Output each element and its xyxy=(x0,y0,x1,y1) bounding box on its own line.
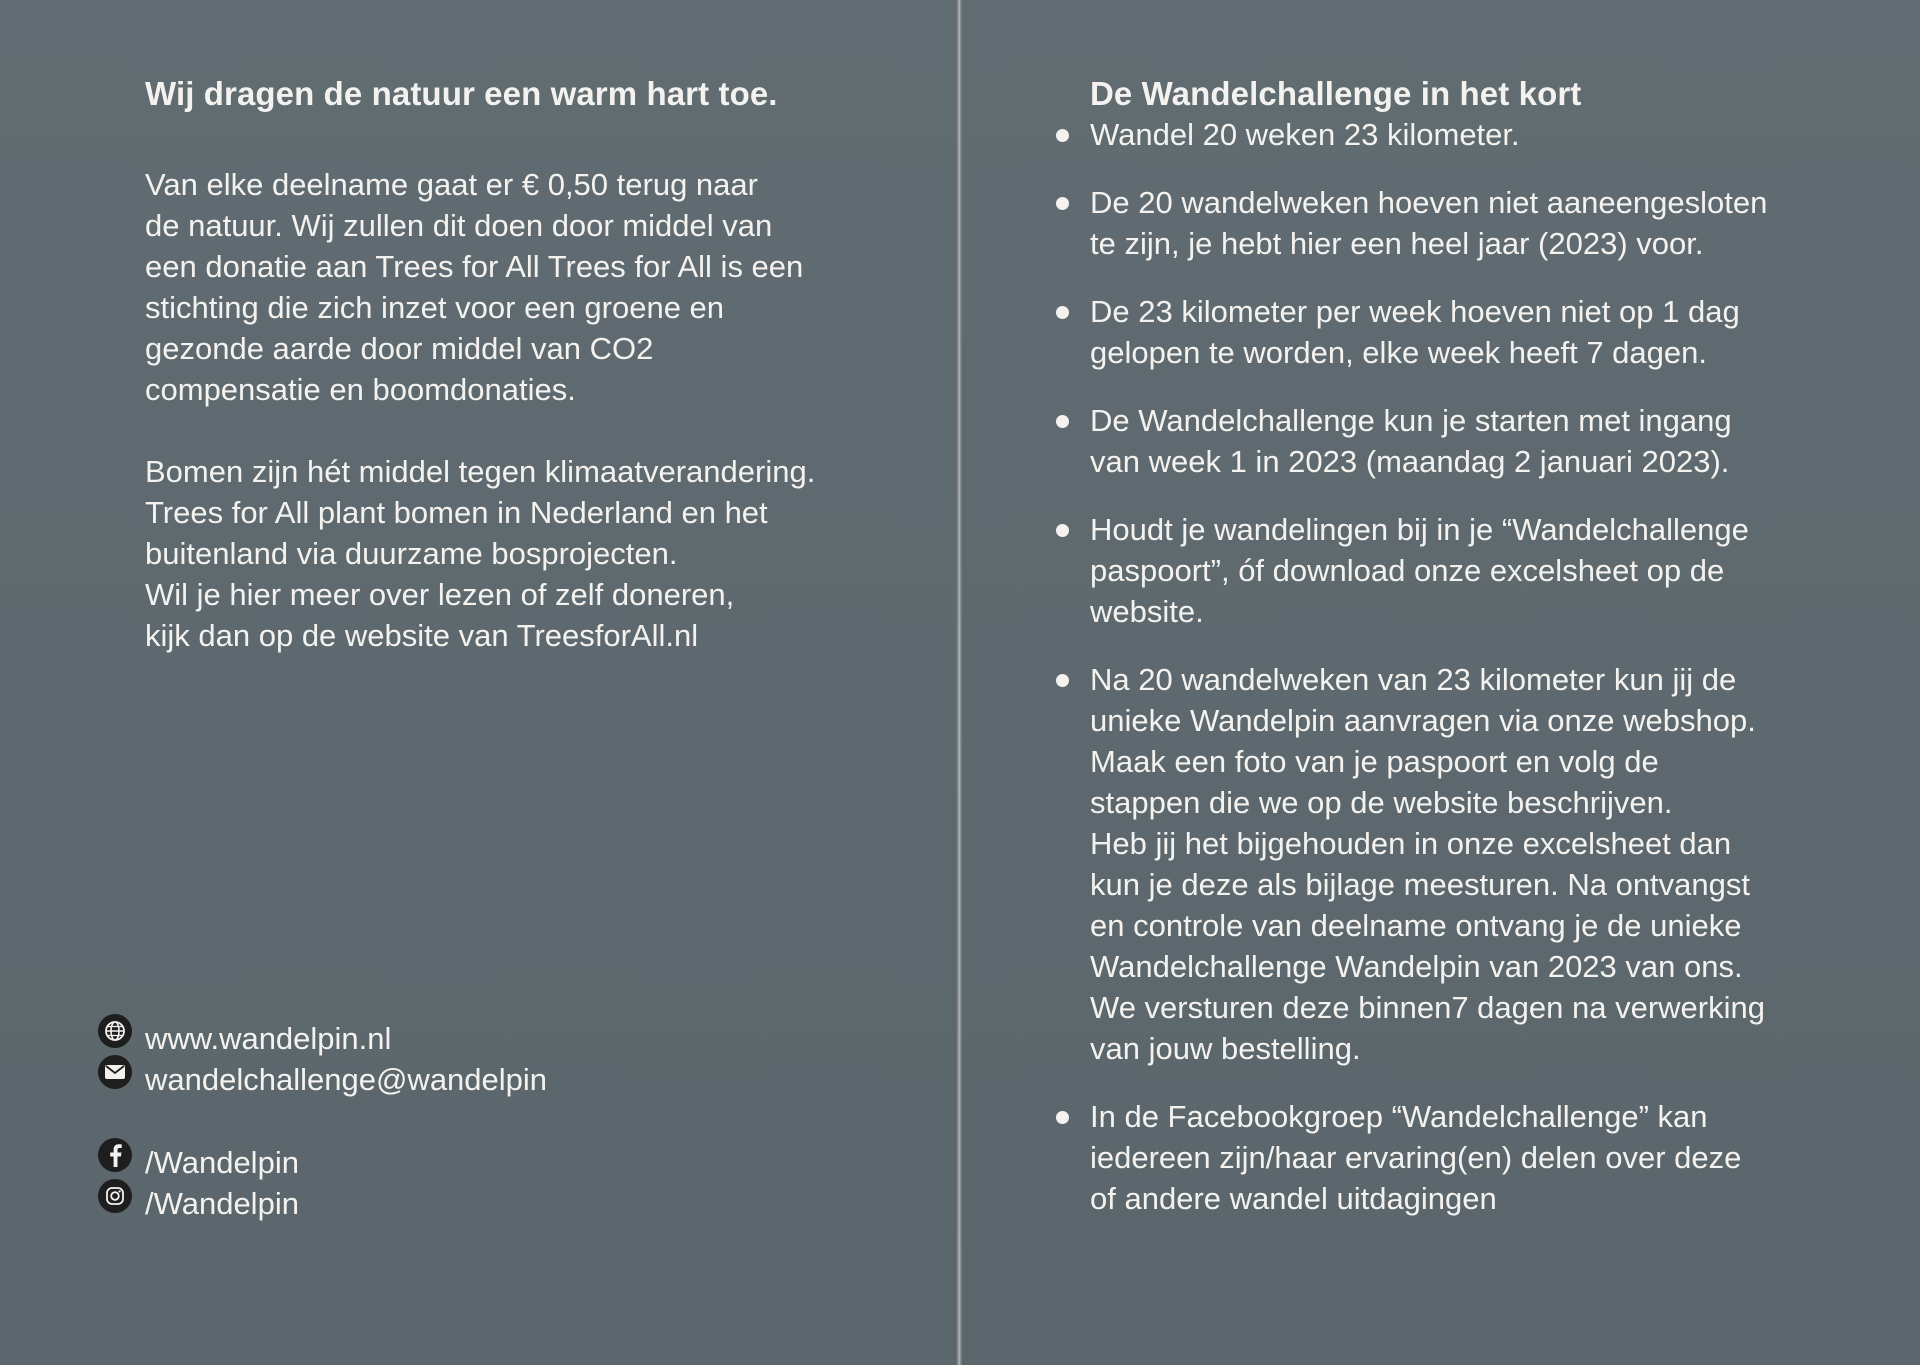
text-line: Wil je hier meer over lezen of zelf doneren, xyxy=(145,577,735,612)
text-line: compensatie en boomdonaties. xyxy=(145,372,576,407)
text-line: iedereen zijn/haar ervaring(en) delen over deze xyxy=(1090,1140,1742,1175)
contact-block xyxy=(98,1018,798,1224)
text-line: van jouw bestelling. xyxy=(1090,1031,1361,1066)
text-line: gelopen te worden, elke week heeft 7 dagen. xyxy=(1090,335,1708,370)
text-line: gezonde aarde door middel van CO2 xyxy=(145,331,654,366)
text-line: de natuur. Wij zullen dit doen door middel van xyxy=(145,208,773,243)
text-line: of andere wandel uitdagingen xyxy=(1090,1181,1497,1216)
trees-for-all-paragraph xyxy=(145,164,905,410)
instagram-icon xyxy=(98,1179,132,1213)
text-line: De 23 kilometer per week hoeven niet op 1 dag xyxy=(1090,294,1740,329)
text-line: Bomen zijn hét middel tegen klimaatverandering. xyxy=(145,454,816,489)
facebook-icon xyxy=(98,1138,132,1172)
text-line: We versturen deze binnen7 dagen na verwerking xyxy=(1090,990,1765,1025)
text-line: een donatie aan Trees for All Trees for All is een xyxy=(145,249,804,284)
left-page xyxy=(0,0,958,1365)
text-line: De 20 wandelweken hoeven niet aaneengesloten xyxy=(1090,185,1768,220)
text-line: Trees for All plant bomen in Nederland en het xyxy=(145,495,768,530)
text-line: te zijn, je hebt hier een heel jaar (2023) voor. xyxy=(1090,226,1704,261)
right-column xyxy=(1090,74,1870,1246)
contact-facebook[interactable] xyxy=(98,1142,798,1183)
contact-instagram[interactable] xyxy=(98,1183,798,1224)
text-line: en controle van deelname ontvang je de unieke xyxy=(1090,908,1742,943)
globe-icon xyxy=(98,1014,132,1048)
list-item xyxy=(1090,182,1870,264)
text-line: Wandel 20 weken 23 kilometer. xyxy=(1090,117,1520,152)
text-line: In de Facebookgroep “Wandelchallenge” kan xyxy=(1090,1099,1708,1134)
text-line: Maak een foto van je paspoort en volg de xyxy=(1090,744,1659,779)
website-link[interactable]: www.wandelpin.nl xyxy=(145,1020,392,1056)
challenge-bullet-list xyxy=(1090,114,1870,1219)
list-item xyxy=(1090,659,1870,1069)
mail-icon xyxy=(98,1055,132,1089)
list-item xyxy=(1090,1096,1870,1219)
text-line: website. xyxy=(1090,594,1204,629)
email-link[interactable]: wandelchallenge@wandelpin xyxy=(145,1061,548,1097)
contact-website[interactable] xyxy=(98,1018,798,1059)
text-line: buitenland via duurzame bosprojecten. xyxy=(145,536,678,571)
text-line: van week 1 in 2023 (maandag 2 januari 2023). xyxy=(1090,444,1730,479)
bomen-paragraph xyxy=(145,451,905,656)
text-line: paspoort”, óf download onze excelsheet op de xyxy=(1090,553,1725,588)
text-line: Na 20 wandelweken van 23 kilometer kun jij de xyxy=(1090,662,1737,697)
list-item xyxy=(1090,291,1870,373)
left-heading: Wij dragen de natuur een warm hart toe. xyxy=(145,75,778,112)
text-line: De Wandelchallenge kun je starten met ingang xyxy=(1090,403,1732,438)
list-item xyxy=(1090,400,1870,482)
text-line: Heb jij het bijgehouden in onze excelsheet dan xyxy=(1090,826,1732,861)
text-line: kun je deze als bijlage meesturen. Na ontvangst xyxy=(1090,867,1751,902)
text-line: unieke Wandelpin aanvragen via onze webshop. xyxy=(1090,703,1756,738)
text-line: Houdt je wandelingen bij in je “Wandelchallenge xyxy=(1090,512,1749,547)
text-line: Van elke deelname gaat er € 0,50 terug naar xyxy=(145,167,758,202)
list-item xyxy=(1090,114,1870,155)
contact-email[interactable] xyxy=(98,1059,798,1100)
left-column xyxy=(145,74,905,697)
text-line: kijk dan op de website van TreesforAll.nl xyxy=(145,618,699,653)
list-item xyxy=(1090,509,1870,632)
text-line: stappen die we op de website beschrijven. xyxy=(1090,785,1673,820)
right-heading: De Wandelchallenge in het kort xyxy=(1090,75,1582,112)
instagram-link[interactable]: /Wandelpin xyxy=(145,1185,299,1221)
facebook-link[interactable]: /Wandelpin xyxy=(145,1144,299,1180)
text-line: stichting die zich inzet voor een groene en xyxy=(145,290,725,325)
text-line: Wandelchallenge Wandelpin van 2023 van ons. xyxy=(1090,949,1743,984)
